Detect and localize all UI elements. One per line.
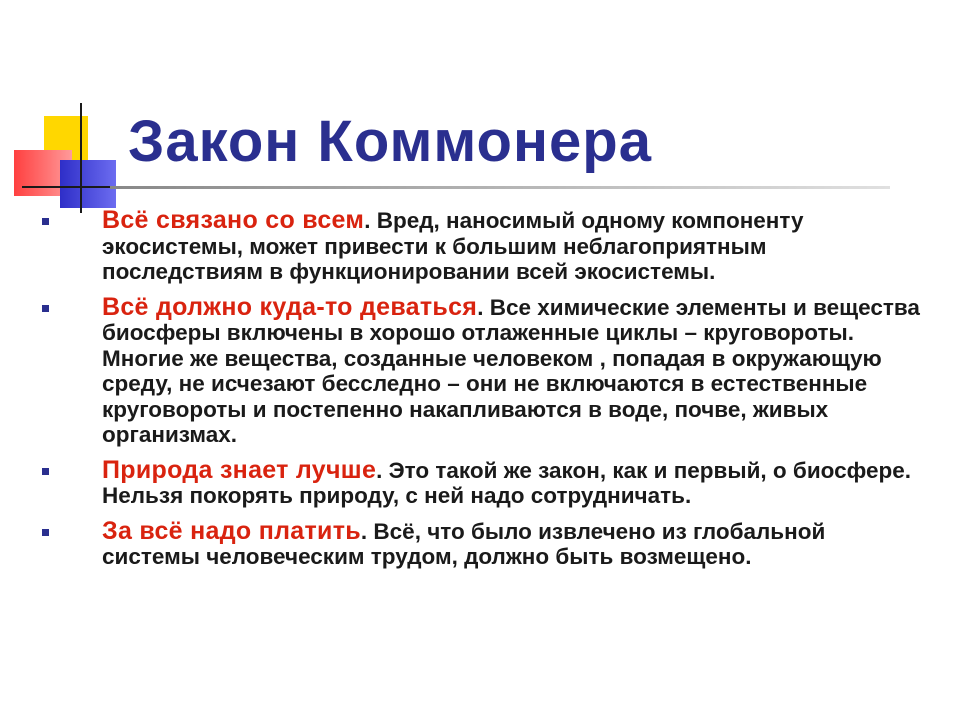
slide-title: Закон Коммонера bbox=[128, 109, 652, 174]
item-body: . Все химические элементы и вещества биосферы включены в хорошо отлаженные циклы – круговороты. Многие же вещества, созданные человеком , попадая в окружающую среду, не исчезают бесследно – они не включаются в естественные круговороты и постепенно накапливаются в воде, почве, живых организмах. bbox=[102, 294, 920, 447]
list-item bbox=[36, 292, 926, 448]
item-heading: Всё должно куда-то деваться bbox=[102, 292, 478, 321]
bullet-icon bbox=[42, 305, 49, 312]
list-item bbox=[36, 208, 926, 285]
blue-square bbox=[60, 160, 116, 208]
title-underline bbox=[110, 186, 890, 189]
list-item bbox=[36, 455, 926, 509]
item-body: . Вред, наносимый одному компоненту экосистемы, может привести к большим неблагоприятным последствиям в функционировании всей экосистемы. bbox=[102, 208, 804, 284]
bullet-list bbox=[36, 208, 926, 580]
bullet-icon bbox=[42, 529, 49, 536]
item-text bbox=[102, 208, 926, 285]
bullet-icon bbox=[42, 218, 49, 225]
bullet-icon bbox=[42, 468, 49, 475]
item-text bbox=[102, 516, 926, 570]
item-body: . Это такой же закон, как и первый, о биосфере. Нельзя покорять природу, с ней надо сотрудничать. bbox=[102, 457, 912, 508]
item-heading: Всё связано со всем bbox=[102, 206, 365, 234]
item-body: . Всё, что было извлечено из глобальной системы человеческим трудом, должно быть возмещено. bbox=[102, 518, 826, 569]
item-heading: Природа знает лучше bbox=[102, 455, 377, 484]
item-text bbox=[102, 455, 926, 509]
item-heading: За всё надо платить bbox=[102, 516, 361, 545]
list-item bbox=[36, 516, 926, 570]
item-text bbox=[102, 292, 926, 448]
vertical-line bbox=[80, 103, 82, 213]
